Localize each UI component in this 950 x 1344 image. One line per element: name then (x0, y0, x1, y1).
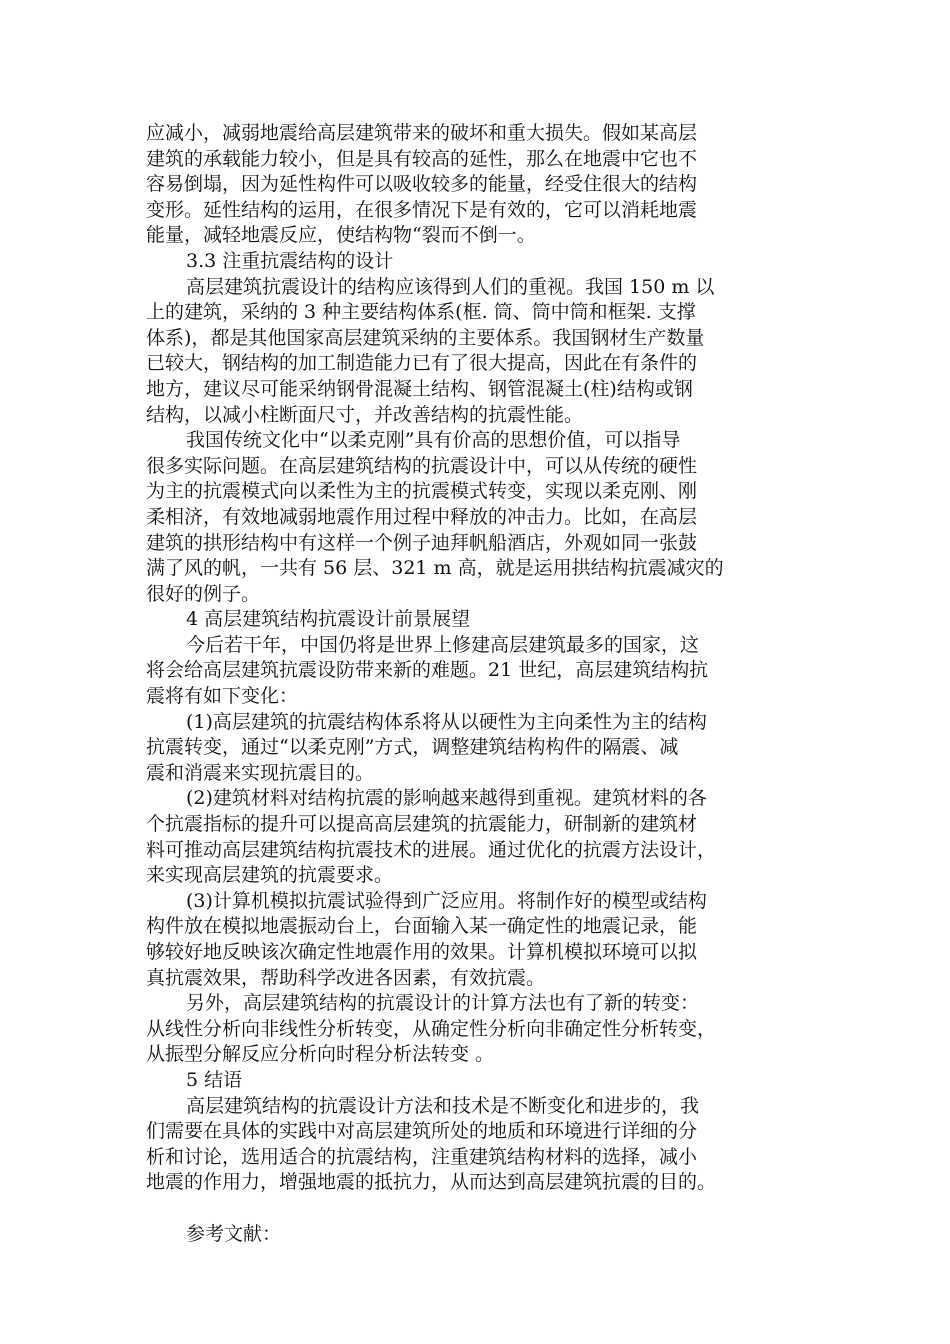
text-line: (3)计算机模拟抗震试验得到广泛应用。将制作好的模型或结构 (186, 889, 707, 912)
text-line: 建筑的承载能力较小，但是具有较高的延性，那么在地震中它也不 (146, 147, 698, 170)
paragraph-continuation (146, 121, 810, 249)
section-heading-4 (146, 607, 810, 633)
text-line: 为主的抗震模式向以柔性为主的抗震模式转变，实现以柔克刚、刚 (146, 480, 698, 503)
text-line: 我国传统文化中“以柔克刚”具有价高的思想价值，可以指导 (186, 429, 681, 452)
text-line: 料可推动高层建筑结构抗震技术的进展。通过优化的抗震方法设计， (146, 838, 717, 861)
text-line: 能量，减轻地震反应，使结构物“裂而不倒一。 (146, 224, 536, 247)
heading-text: 5 结语 (186, 1068, 243, 1091)
blank-line (146, 1196, 810, 1222)
text-line: 柔相济，有效地减弱地震作用过程中释放的冲击力。比如，在高层 (146, 505, 698, 528)
list-item-3 (146, 889, 810, 991)
text-line: 析和讨论，选用适合的抗震结构，注重建筑结构材料的选择，减小 (146, 1145, 698, 1168)
text-line: 满了风的帆，一共有 56 层、321 m 高，就是运用拱结构抗震减灾的 (146, 557, 724, 580)
list-item-1 (146, 710, 810, 787)
text-line: 结构，以减小柱断面尺寸，并改善结构的抗震性能。 (146, 403, 584, 426)
list-item-2 (146, 786, 810, 888)
text-line: 来实现高层建筑的抗震要求。 (146, 864, 394, 887)
text-line: 够较好地反映该次确定性地震作用的效果。计算机模拟环境可以拟 (146, 941, 698, 963)
text-line: 很多实际问题。在高层建筑结构的抗震设计中，可以从传统的硬性 (146, 454, 698, 477)
text-line: 抗震转变，通过“以柔克刚”方式，调整建筑结构构件的隔震、减 (146, 736, 679, 759)
text-line: 从振型分解反应分析向时程分析法转变 。 (146, 1043, 495, 1066)
text-line: 高层建筑抗震设计的结构应该得到人们的重视。我国 150 m 以 (186, 275, 715, 298)
text-line: 上的建筑，采纳的 3 种主要结构体系(框. 筒、筒中筒和框架. 支撑 (146, 301, 696, 324)
text-line: 地震的作用力，增强地震的抵抗力，从而达到高层建筑抗震的目的。 (146, 1171, 717, 1194)
text-line: (1)高层建筑的抗震结构体系将从以硬性为主向柔性为主的结构 (186, 710, 707, 733)
document-body (146, 121, 810, 1248)
text-line: 地方，建议尽可能采纳钢骨混凝土结构、钢管混凝土(柱)结构或钢 (146, 377, 693, 400)
text-line: 从线性分析向非线性分析转变，从确定性分析向非确定性分析转变， (146, 1017, 717, 1040)
text-line: 构件放在模拟地震振动台上，台面输入某一确定性的地震记录，能 (146, 915, 698, 938)
text-line: 已较大，钢结构的加工制造能力已有了很大提高，因此在有条件的 (146, 352, 698, 375)
text-line: 建筑的拱形结构中有这样一个例子迪拜帆船酒店，外观如同一张鼓 (146, 531, 698, 554)
text-line: 高层建筑结构的抗震设计方法和技术是不断变化和进步的，我 (186, 1094, 700, 1117)
paragraph (146, 275, 810, 429)
section-heading-3-3 (146, 249, 810, 275)
paragraph (146, 991, 810, 1068)
text-line: 体系)，都是其他国家高层建筑采纳的主要体系。我国钢材生产数量 (146, 326, 705, 349)
text-line: 变形。延性结构的运用，在很多情况下是有效的，它可以消耗地震 (146, 198, 698, 221)
heading-text: 3.3 注重抗震结构的设计 (186, 249, 394, 272)
text-line: 很好的例子。 (146, 582, 261, 605)
paragraph (146, 428, 810, 607)
text-line: 容易倒塌，因为延性构件可以吸收较多的能量，经受住很大的结构 (146, 173, 698, 196)
text-line: (2)建筑材料对结构抗震的影响越来越得到重视。建筑材料的各 (186, 787, 707, 810)
text-line: 将会给高层建筑抗震设防带来新的难题。21 世纪，高层建筑结构抗 (146, 659, 709, 682)
text-line: 们需要在具体的实践中对高层建筑所处的地质和环境进行详细的分 (146, 1120, 698, 1143)
heading-text: 参考文献： (186, 1222, 282, 1245)
paragraph (146, 1094, 810, 1196)
text-line: 另外，高层建筑结构的抗震设计的计算方法也有了新的转变： (186, 992, 700, 1015)
text-line: 个抗震指标的提升可以提高高层建筑的抗震能力，研制新的建筑材 (146, 813, 698, 836)
text-line: 震将有如下变化： (146, 685, 299, 708)
section-heading-5 (146, 1068, 810, 1094)
text-line: 今后若干年，中国仍将是世界上修建高层建筑最多的国家，这 (186, 633, 700, 656)
text-line: 应减小，减弱地震给高层建筑带来的破坏和重大损失。假如某高层 (146, 122, 698, 144)
paragraph (146, 633, 810, 710)
text-line: 真抗震效果，帮助科学改进各因素，有效抗震。 (146, 966, 546, 989)
heading-text: 4 高层建筑结构抗震设计前景展望 (186, 608, 471, 631)
text-line: 震和消震来实现抗震目的。 (146, 761, 375, 784)
references-heading (146, 1222, 810, 1248)
